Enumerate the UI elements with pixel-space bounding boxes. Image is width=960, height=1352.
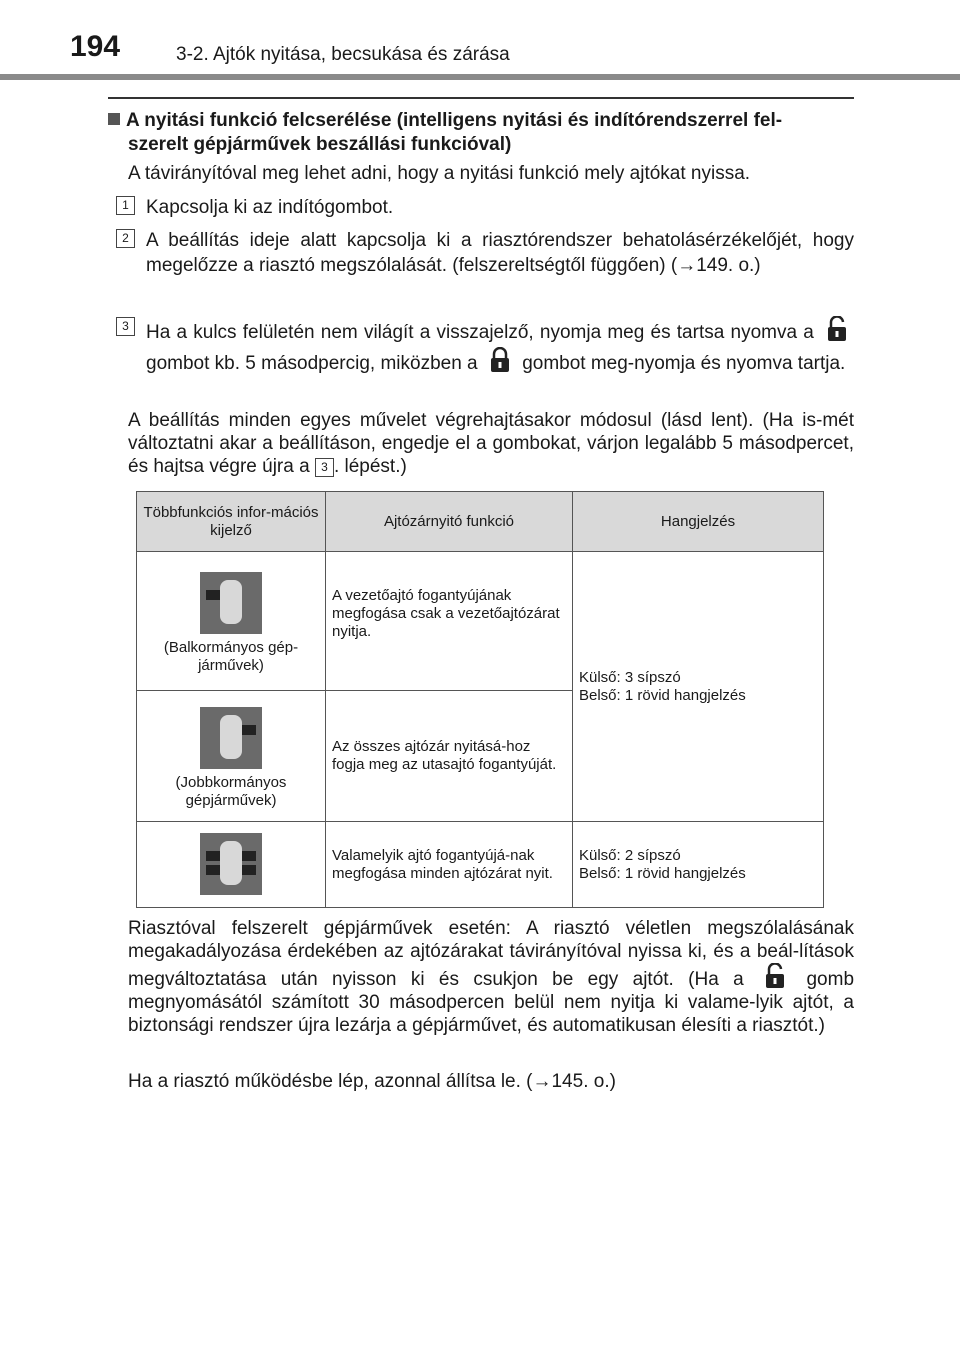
section-heading: A nyitási funkció felcserélése (intelligens nyitási és indítórendszerrel fel- szerelt gépjárművek beszállási funkcióval) bbox=[108, 109, 854, 157]
step-text: Kapcsolja ki az indítógombot. bbox=[146, 197, 394, 218]
car-driver-door-icon bbox=[200, 572, 262, 634]
step-2 bbox=[116, 228, 854, 278]
display-cell bbox=[137, 822, 326, 908]
chapter-title: 3-2. Ajtók nyitása, becsukása és zárása bbox=[176, 44, 510, 65]
step-3 bbox=[116, 316, 854, 378]
unlock-button-icon bbox=[826, 316, 848, 342]
section-rule bbox=[108, 97, 854, 99]
step-text: A beállítás ideje alatt kapcsolja ki a riasztórendszer behatolásérzékelőjét, hogy megelőzze a riasztó megszólalását. (felszereltségtől függően) (→149. o.) bbox=[146, 230, 854, 276]
step-number: 1 bbox=[116, 196, 135, 215]
display-cell bbox=[137, 691, 326, 822]
step-text: Ha a kulcs felületén nem világít a visszajelző, nyomja meg és tartsa nyomva a gombot kb. 5 másodpercig, miközben a gombot meg-nyomja és nyomva tartja. bbox=[146, 316, 854, 378]
display-caption: (Jobbkormányos gépjárművek) bbox=[175, 773, 287, 809]
lock-button-icon bbox=[489, 347, 511, 373]
page-number: 194 bbox=[70, 30, 121, 63]
display-cell bbox=[137, 552, 326, 691]
step-ref: 3 bbox=[315, 458, 334, 477]
footer-last-line: Ha a riasztó működésbe lép, azonnal állítsa le. (→145. o.) bbox=[128, 1071, 616, 1092]
table-row bbox=[137, 822, 824, 908]
function-cell: Valamelyik ajtó fogantyújá-nak megfogása minden ajtózárat nyit. bbox=[326, 822, 573, 908]
unlock-button-icon bbox=[764, 963, 786, 989]
after-steps-text: A beállítás minden egyes művelet végrehajtásakor módosul (lásd lent). (Ha is-mét változtatni akar a beállításon, engedje el a gombokat, várjon legalább 5 másodpercet, és hajtsa végre újra a 3 . lépést.) bbox=[128, 410, 854, 477]
col-header-display: Többfunkciós infor-mációs kijelző bbox=[137, 492, 326, 552]
step-number: 3 bbox=[116, 317, 135, 336]
display-caption: (Balkormányos gép-járművek) bbox=[163, 638, 299, 674]
car-driver-door-right-icon bbox=[200, 707, 262, 769]
table-header-row bbox=[137, 492, 824, 552]
car-all-doors-icon bbox=[200, 833, 262, 895]
table-row bbox=[137, 552, 824, 691]
function-cell: Az összes ajtózár nyitásá-hoz fogja meg az utasajtó fogantyúját. bbox=[326, 691, 573, 822]
settings-table bbox=[136, 491, 824, 908]
sound-cell: Külső: 3 sípszó Belső: 1 rövid hangjelzés bbox=[573, 552, 824, 822]
function-cell: A vezetőajtó fogantyújának megfogása csak a vezetőajtózárat nyitja. bbox=[326, 552, 573, 691]
sound-cell: Külső: 2 sípszó Belső: 1 rövid hangjelzés bbox=[573, 822, 824, 908]
section-intro: A távirányítóval meg lehet adni, hogy a nyitási funkció mely ajtókat nyissa. bbox=[128, 163, 751, 184]
header-bar bbox=[0, 74, 960, 80]
heading-square-icon bbox=[108, 113, 120, 125]
col-header-function: Ajtózárnyitó funkció bbox=[326, 492, 573, 552]
footer-note: Riasztóval felszerelt gépjárművek esetén: A riasztó véletlen megszólalásának megakadályozása érdekében az ajtózárakat távirányítóval nyissa ki, és a beál-lítások megváltoztatása után nyisson ki és csukjon be egy ajtót. (Ha a gomb megnyomásától számított 30 másodpercen belül nem nyitja ki valame-lyik ajtót, a biztonsági rendszer újra lezárja a gépjárművet, és automatikusan élesíti a riasztót.) bbox=[128, 918, 855, 1036]
step-1 bbox=[116, 195, 854, 220]
step-number: 2 bbox=[116, 229, 135, 248]
col-header-sound: Hangjelzés bbox=[573, 492, 824, 552]
